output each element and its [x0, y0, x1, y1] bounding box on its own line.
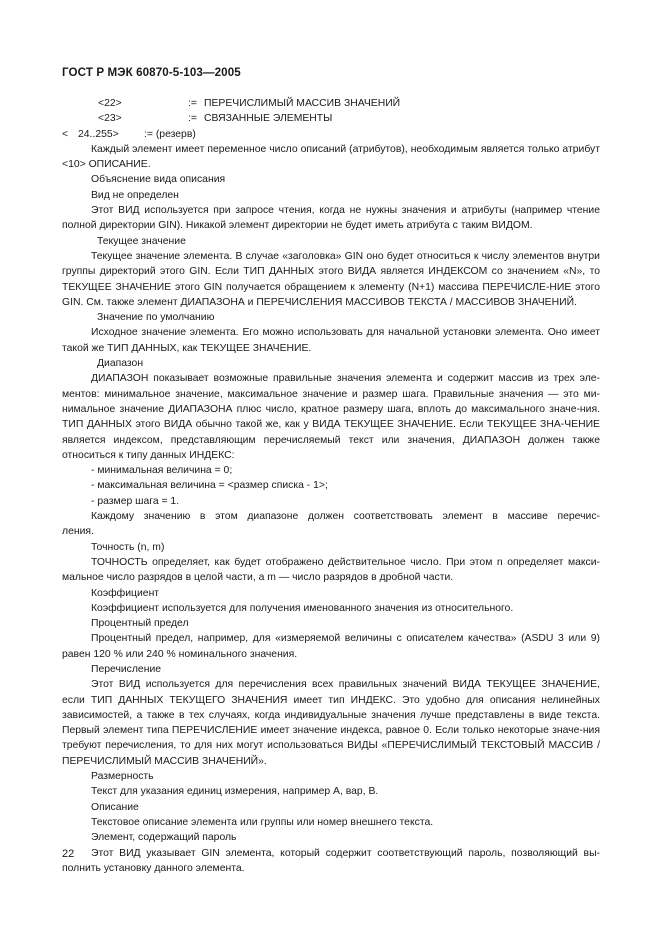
heading-percent-limit: Процентный предел [91, 618, 189, 630]
paragraph-current-value: Текущее значение элемента. В случае «заголовка» GIN оно будет относиться к числу элементов внутри группы директорий этого GIN. Если ТИП ДАННЫХ этого ВИДА является ИНДЕКСОМ со значением «N», то ТЕКУЩЕЕ ЗНАЧЕНИЕ этого GIN получается обращением к элементу (N+1) массива ПЕРЕЧИСЛЕ-НИЕ этого GIN. См. также элемент ДИАПАЗОНА и ПЕРЕЧИСЛЕНИЯ МАССИВОВ ТЕКСТА / МАССИВОВ ЗНАЧЕНИЙ. [62, 250, 600, 308]
heading-range: Диапазон [97, 358, 144, 370]
paragraph-default-value: Исходное значение элемента. Его можно использовать для начальной установки элемента. Оно имеет такой же ТИП ДАННЫХ, как ТЕКУЩЕЕ ЗНАЧЕНИЕ. [62, 327, 600, 354]
list-item-max: - максимальная величина = <размер списка - 1>; [91, 480, 328, 492]
heading-default-value: Значение по умолчанию [97, 312, 215, 324]
heading-dimension: Размерность [91, 771, 154, 783]
heading-enumeration: Перечисление [91, 663, 162, 675]
code-assign: := [188, 113, 197, 125]
heading-password-element: Элемент, содержащий пароль [91, 832, 237, 844]
document-body [62, 96, 600, 876]
code-line-reserve [62, 127, 600, 142]
paragraph-dimension: Текст для указания единиц измерения, например А, вар, В. [91, 786, 379, 798]
heading-description: Описание [91, 801, 139, 813]
paragraph-range-enum: Каждому значению в этом диапазоне должен соответствовать элемент в массиве перечис-ления. [62, 511, 600, 538]
heading-precision: Точность (n, m) [91, 541, 165, 553]
paragraph-precision: ТОЧНОСТЬ определяет, как будет отображено действительное число. При этом n определяет макси-мальное число разрядов в целой части, а m — число разрядов в дробной части. [62, 556, 600, 584]
paragraph-kind-undefined: Этот ВИД используется при запросе чтения, когда не нужны значения и атрибуты (например чтение полной директории GIN). Никакой элемент директории не будет иметь атрибута с таким ВИДОМ. [62, 205, 600, 232]
document-header: ГОСТ Р МЭК 60870-5-103—2005 [62, 66, 241, 79]
paragraph-enumeration: Этот ВИД используется для перечисления всех правильных значений ВИДА ТЕКУЩЕЕ ЗНАЧЕНИЕ, если ТИП ДАННЫХ ТЕКУЩЕГО ЗНАЧЕНИЯ имеет тип ИНДЕКС. Это удобно для описания нелинейных зависимостей, а также в тех случаях, когда индивидуальные значения лучше представлены в виде текста. Первый элемент типа ПЕРЕЧИСЛЕНИЕ имеет значение индекса, равное 0. Если только некоторые значе-ния требуют перечисления, то для них могут использоваться ВИДЫ «ПЕРЕЧИСЛИМЫЙ ТЕКСТОВЫЙ МАССИВ / ПЕРЕЧИСЛИМЫЙ МАССИВ ЗНАЧЕНИЙ». [62, 679, 600, 767]
code-number: <22> [98, 98, 122, 109]
paragraph-descriptions: Каждый элемент имеет переменное число описаний (атрибутов), необходимым является только атрибут <10> ОПИСАНИЕ. [62, 143, 600, 171]
heading-explanation: Объяснение вида описания [91, 174, 226, 186]
code-line-22 [62, 96, 600, 111]
reserve-range: 24..255> [78, 128, 119, 140]
page-number: 22 [62, 848, 75, 860]
code-text: СВЯЗАННЫЕ ЭЛЕМЕНТЫ [204, 113, 333, 125]
heading-kind-undefined: Вид не определен [91, 189, 179, 201]
reserve-text: := (резерв) [144, 128, 196, 140]
paragraph-description: Текстовое описание элемента или группы или номер внешнего текста. [91, 816, 434, 828]
paragraph-range: ДИАПАЗОН показывает возможные правильные значения элемента и содержит массив из трех эле-ментов: минимальное значение, максимальное значение и размер шага. Правильные значения — это ми-нимальное значение ДИАПАЗОНА плюс число, кратное размеру шага, вплоть до максимального значе-ния. ТИП ДАННЫХ этого ВИДА обычно такой же, как у ВИДА ТЕКУЩЕЕ ЗНАЧЕНИЕ. Если ТЕКУЩЕЕ ЗНА-ЧЕНИЕ является индексом, представляющим перечисляемый текст или значения, ДИАПАЗОН должен также относиться к типу данных ИНДЕКС: [62, 373, 600, 461]
paragraph-coefficient: Коэффициент используется для получения именованного значения из относительного. [91, 602, 514, 614]
paragraph-password-element: Этот ВИД указывает GIN элемента, который содержит соответствующий пароль, позволяющий вы-полнить установку данного элемента. [62, 847, 600, 874]
code-line-23 [62, 111, 600, 126]
code-number: <23> [98, 113, 122, 125]
paragraph-percent-limit: Процентный предел, например, для «измеряемой величины с описателем качества» (ASDU 3 или 9) равен 120 % или 240 % номинального значения. [62, 633, 600, 660]
heading-coefficient: Коэффициент [91, 587, 160, 599]
list-item-min: - минимальная величина = 0; [91, 465, 233, 477]
list-item-step: - размер шага = 1. [91, 495, 180, 507]
reserve-lt: < [62, 128, 69, 140]
heading-current-value: Текущее значение [97, 235, 186, 247]
code-assign: := [188, 98, 197, 109]
code-text: ПЕРЕЧИСЛИМЫЙ МАССИВ ЗНАЧЕНИЙ [204, 98, 401, 109]
